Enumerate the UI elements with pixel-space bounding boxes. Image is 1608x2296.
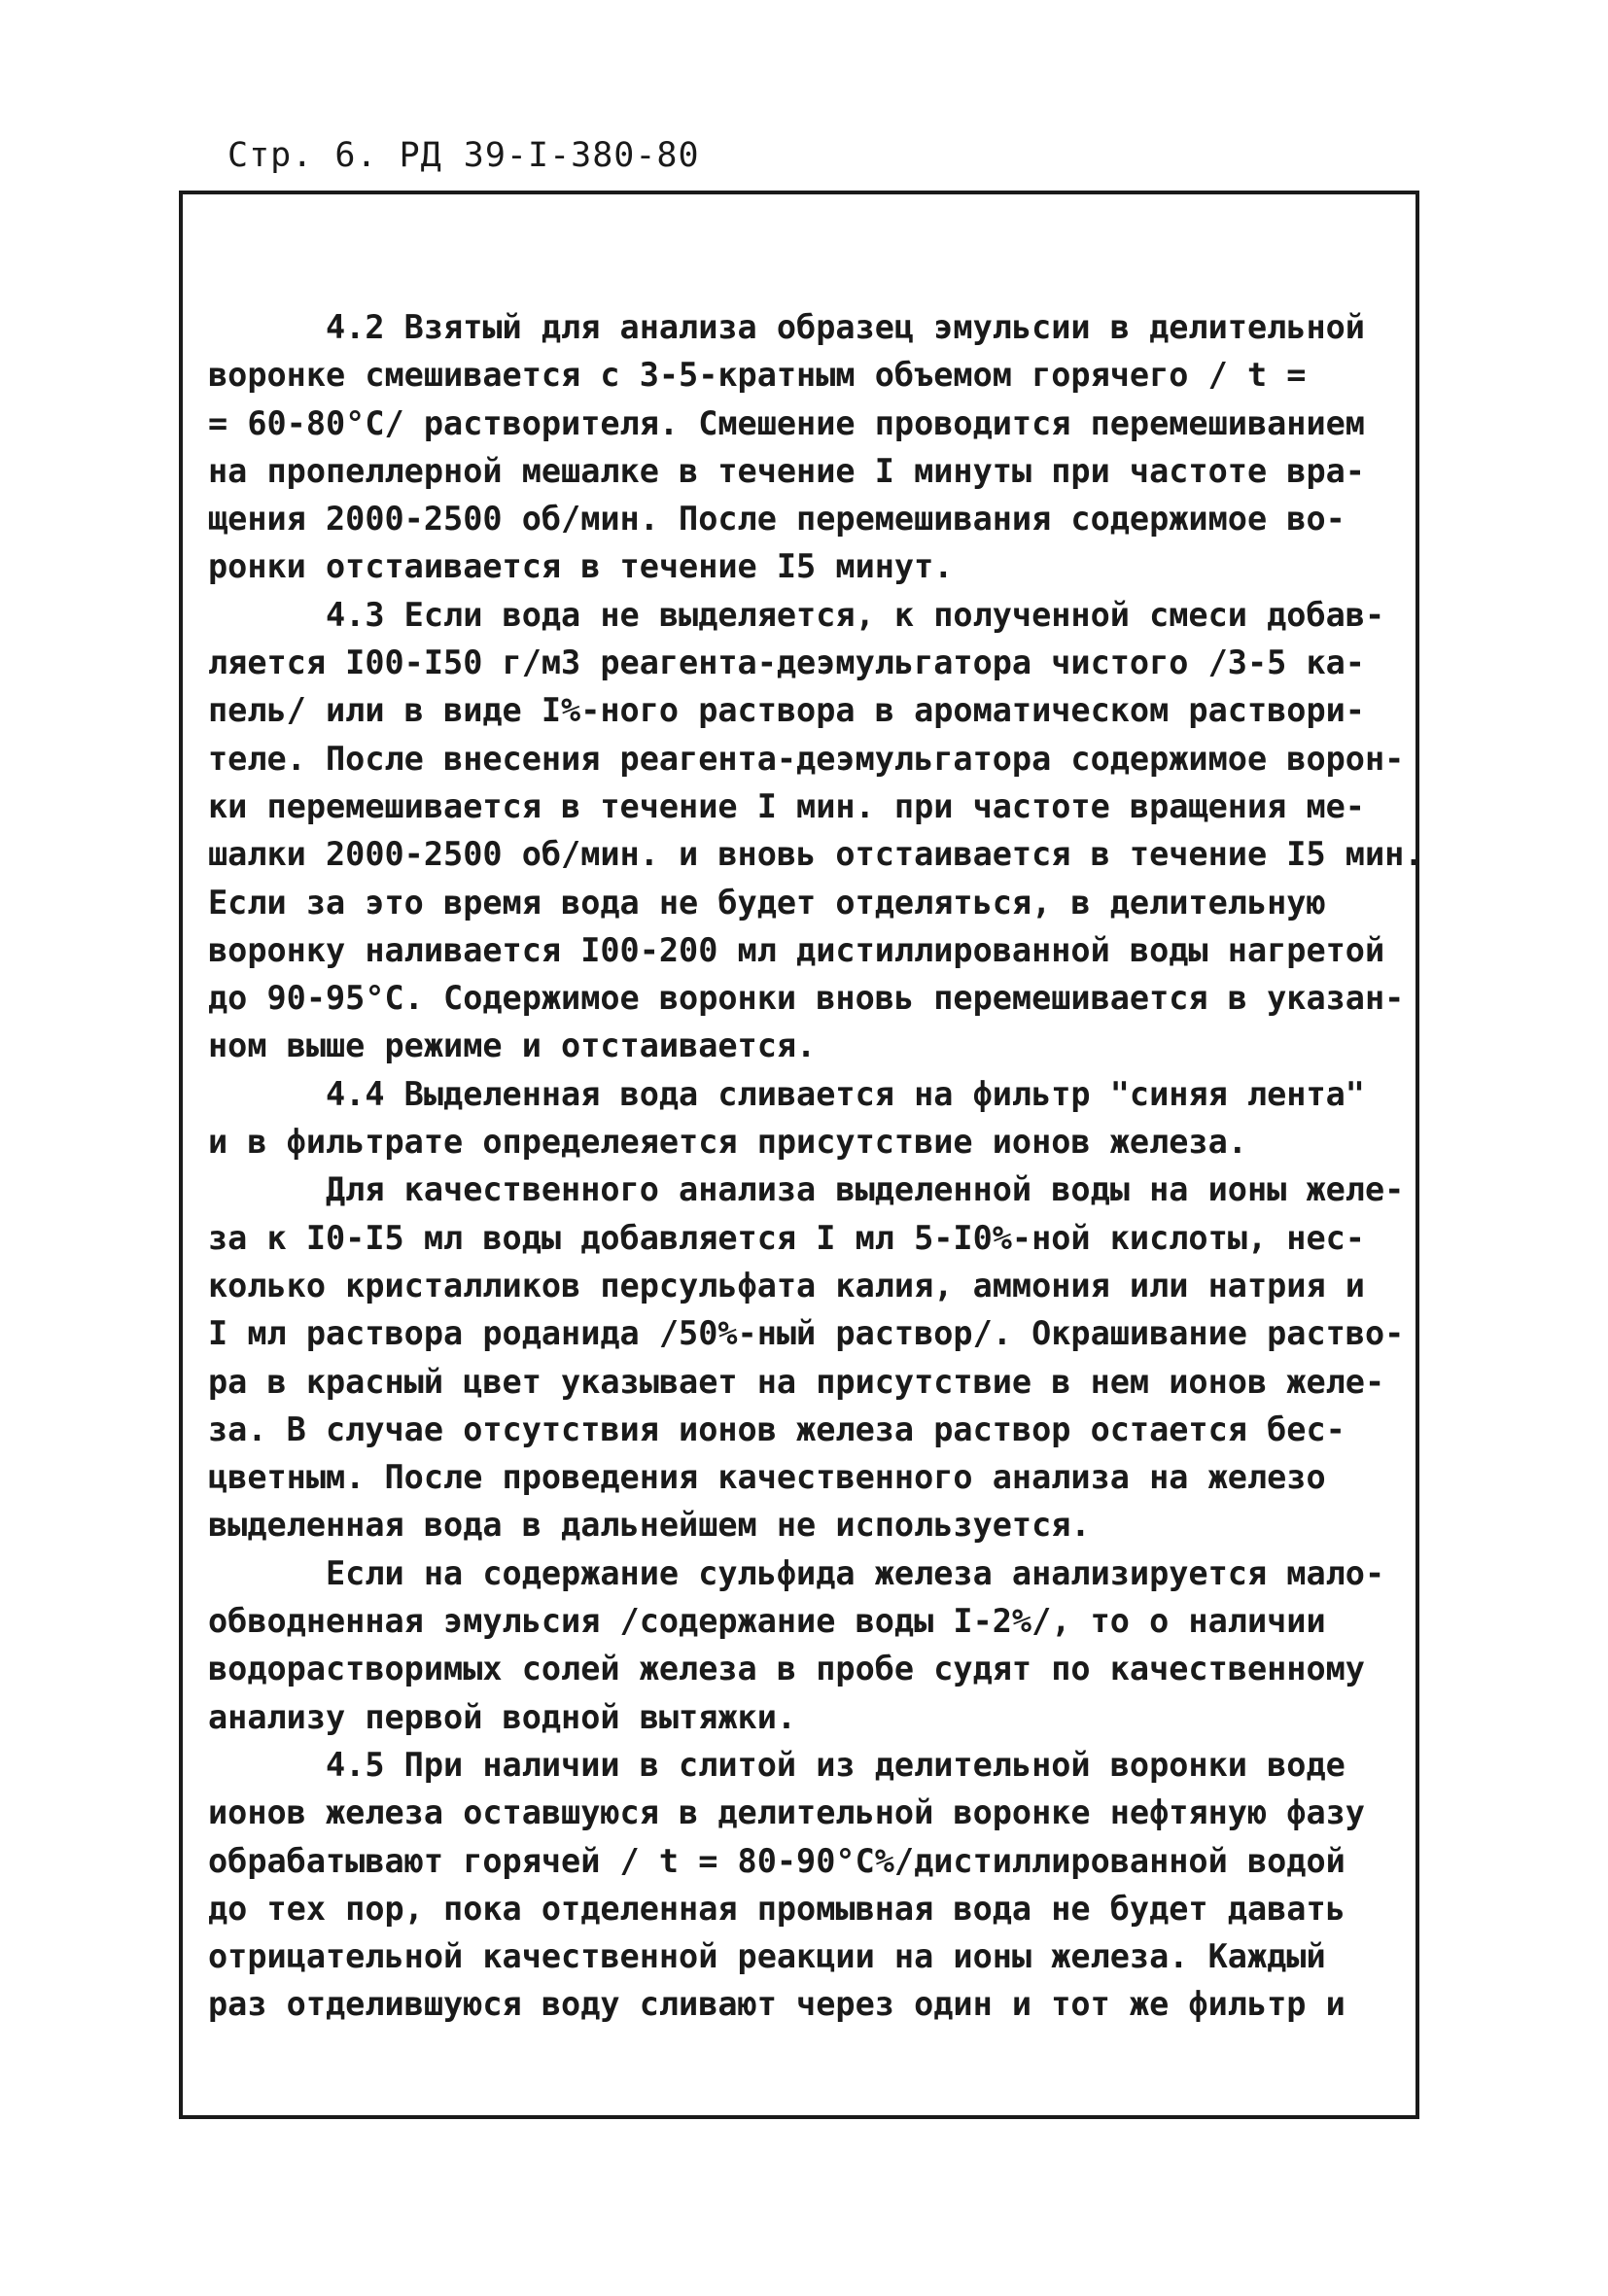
text-line: 4.4 Выделенная вода сливается на фильтр "синяя лента"	[208, 1074, 1365, 1113]
text-line: шалки 2000-2500 об/мин. и вновь отстаивается в течение I5 мин.	[208, 835, 1424, 874]
text-line: I мл раствора роданида /50%-ный раствор/. Окрашивание раство-	[208, 1314, 1405, 1353]
text-line: обрабатывают горячей / t = 80-90°С%/дистиллированной водой	[208, 1841, 1346, 1880]
text-line: пель/ или в виде I%-ного раствора в ароматическом раствори-	[208, 691, 1365, 730]
text-line: щения 2000-2500 об/мин. После перемешивания содержимое во-	[208, 500, 1346, 539]
text-line: обводненная эмульсия /содержание воды I-2%/, то о наличии	[208, 1602, 1326, 1641]
text-line: водорастворимых солей железа в пробе судят по качественному	[208, 1650, 1365, 1688]
text-line: 4.5 При наличии в слитой из делительной воронки воде	[208, 1745, 1346, 1784]
text-line: ляется I00-I50 г/м3 реагента-деэмульгатора чистого /3-5 ка-	[208, 644, 1365, 682]
text-line: отрицательной качественной реакции на ионы железа. Каждый	[208, 1937, 1326, 1976]
text-line: ронки отстаивается в течение I5 минут.	[208, 547, 954, 586]
text-line: колько кристалликов персульфата калия, аммония или натрия и	[208, 1266, 1365, 1305]
text-line: 4.3 Если вода не выделяется, к полученной смеси добав-	[208, 595, 1385, 634]
text-line: воронке смешивается с 3-5-кратным объемом горячего / t =	[208, 356, 1307, 395]
page-header: Стр. 6. РД 39-I-380-80	[227, 136, 700, 175]
text-line: теле. После внесения реагента-деэмульгатора содержимое ворон-	[208, 739, 1405, 778]
text-line: за к I0-I5 мл воды добавляется I мл 5-I0%-ной кислоты, нес-	[208, 1218, 1365, 1257]
text-line: анализу первой водной вытяжки.	[208, 1697, 797, 1736]
text-line: = 60-80°С/ растворителя. Смешение проводится перемешиванием	[208, 403, 1365, 442]
text-line: Если за это время вода не будет отделяться, в делительную	[208, 883, 1326, 922]
text-line: воронку наливается I00-200 мл дистиллированной воды нагретой	[208, 930, 1385, 969]
text-line: цветным. После проведения качественного анализа на железо	[208, 1458, 1326, 1497]
text-line: ном выше режиме и отстаивается.	[208, 1026, 817, 1065]
document-body	[208, 303, 1424, 2029]
text-line: выделенная вода в дальнейшем не используется.	[208, 1506, 1091, 1545]
text-line: на пропеллерной мешалке в течение I минуты при частоте вра-	[208, 451, 1365, 490]
text-line: раз отделившуюся воду сливают через один и тот же фильтр и	[208, 1985, 1346, 2024]
text-line: 4.2 Взятый для анализа образец эмульсии в делительной	[208, 308, 1365, 346]
text-line: ки перемешивается в течение I мин. при частоте вращения ме-	[208, 786, 1365, 825]
text-line: до тех пор, пока отделенная промывная вода не будет давать	[208, 1889, 1346, 1928]
text-line: Для качественного анализа выделенной воды на ионы желе-	[208, 1170, 1405, 1209]
text-line: за. В случае отсутствия ионов железа раствор остается бес-	[208, 1409, 1346, 1448]
text-line: и в фильтрате определеяется присутствие ионов железа.	[208, 1123, 1247, 1162]
text-line: до 90-95°С. Содержимое воронки вновь перемешивается в указан-	[208, 979, 1405, 1018]
text-line: ионов железа оставшуюся в делительной воронке нефтяную фазу	[208, 1793, 1365, 1832]
text-line: Если на содержание сульфида железа анализируется мало-	[208, 1553, 1385, 1592]
text-line: ра в красный цвет указывает на присутствие в нем ионов желе-	[208, 1362, 1385, 1401]
